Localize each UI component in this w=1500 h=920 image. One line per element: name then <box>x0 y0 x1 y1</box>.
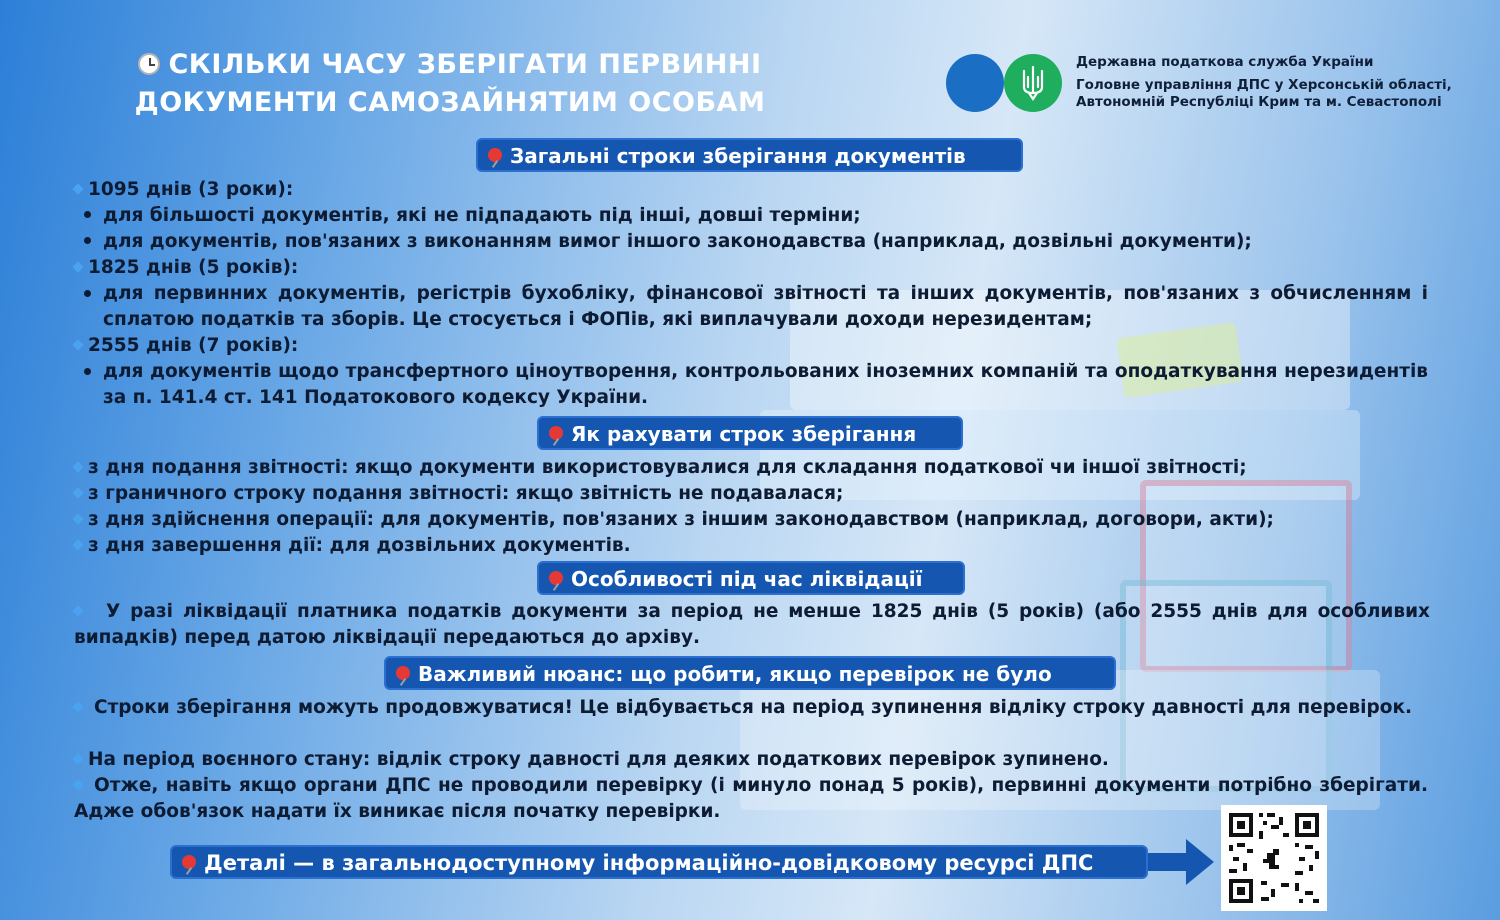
list-item-text: для первинних документів, регістрів бухобліку, фінансової звітності та інших документів, пов'язаних з обчисленням і сплатою податків та зборів. Це стосується і ФОПів, які виплачували доходи нерезидентам; <box>103 283 1428 330</box>
small-blue-diamond-icon <box>72 701 83 712</box>
pushpin-icon <box>396 666 410 680</box>
small-blue-diamond-icon <box>72 183 83 194</box>
pushpin-icon <box>549 426 563 440</box>
list-item <box>74 507 1274 533</box>
nuance-paragraph-2 <box>74 747 1109 773</box>
paragraph-text: На період воєнного стану: відлік строку давності для деяких податкових перевірок зупинено. <box>88 749 1109 770</box>
bullet-icon <box>84 290 91 297</box>
org-line-1: Державна податкова служба України <box>1076 54 1374 70</box>
pushpin-icon <box>488 148 502 162</box>
list-item-text: для документів щодо трансфертного ціноутворення, контрольованих іноземних компаній та оподаткування нерезидентів за п. 141.4 ст. 141 Податокового кодексу України. <box>103 361 1428 408</box>
section-heading-important-nuance <box>384 656 1116 690</box>
qr-code[interactable] <box>1221 805 1327 911</box>
paragraph-text: У разі ліквідації платника податків документи за період не менше 1825 днів (5 років) (або 2555 днів для особливих випадків) перед датою ліквідації передаються до архіву. <box>74 601 1430 648</box>
page-title <box>130 46 770 122</box>
list-item <box>84 281 1428 333</box>
term-2555-days <box>74 333 298 359</box>
liquidation-paragraph <box>74 599 1430 651</box>
term-title: 1825 днів (5 років): <box>88 257 299 278</box>
org-line-3: Автономній Республіці Крим та м. Севастополі <box>1076 94 1442 110</box>
list-item <box>84 359 1428 411</box>
org-line-2: Головне управління ДПС у Херсонській області, <box>1076 77 1452 93</box>
list-item <box>74 455 1247 481</box>
details-link-text: Деталі — в загальнодоступному інформаційно-довідковому ресурсі ДПС <box>204 851 1094 875</box>
list-item <box>84 229 1252 255</box>
paragraph-text: Строки зберігання можуть продовжуватися! Це відбувається на період зупинення відліку строку давності для перевірок. <box>94 697 1413 718</box>
list-item-text: з дня здійснення операції: для документів, пов'язаних з іншим законодавством (наприклад, договори, акти); <box>88 509 1274 530</box>
organization-name <box>1076 54 1486 111</box>
list-item-text: з дня завершення дії: для дозвільних документів. <box>88 535 631 556</box>
section-heading-text: Як рахувати строк зберігання <box>571 422 917 446</box>
list-item <box>74 481 843 507</box>
term-title: 2555 днів (7 років): <box>88 335 299 356</box>
term-title: 1095 днів (3 роки): <box>88 179 294 200</box>
small-blue-diamond-icon <box>72 513 83 524</box>
dps-logo-blue-circle <box>946 54 1004 112</box>
section-heading-text: Загальні строки зберігання документів <box>510 144 966 168</box>
title-line-2: ДОКУМЕНТИ САМОЗАЙНЯТИМ ОСОБАМ <box>134 87 766 118</box>
list-item-text: з дня подання звітності: якщо документи використовувалися для складання податкової чи іншої звітності; <box>88 457 1247 478</box>
list-item <box>74 533 631 559</box>
bullet-icon <box>84 368 91 375</box>
section-heading-general-terms <box>476 138 1023 172</box>
list-item <box>84 203 861 229</box>
small-blue-diamond-icon <box>72 779 83 790</box>
small-blue-diamond-icon <box>72 487 83 498</box>
list-item-text: для документів, пов'язаних з виконанням вимог іншого законодавства (наприклад, дозвільні документи); <box>103 231 1252 252</box>
bullet-icon <box>84 211 91 218</box>
term-1825-days <box>74 255 298 281</box>
small-blue-diamond-icon <box>72 461 83 472</box>
paragraph-text: Отже, навіть якщо органи ДПС не проводили перевірку (і минуло понад 5 років), первинні документи потрібно зберігати. Адже обов'язок надати їх виникає після початку перевірки. <box>74 775 1428 822</box>
small-blue-diamond-icon <box>72 539 83 550</box>
term-1095-days <box>74 177 293 203</box>
list-item-text: для більшості документів, які не підпадають під інші, довші терміни; <box>103 205 861 226</box>
bullet-icon <box>84 237 91 244</box>
small-blue-diamond-icon <box>72 605 83 616</box>
title-line-1: СКІЛЬКИ ЧАСУ ЗБЕРІГАТИ ПЕРВИННІ <box>168 49 762 80</box>
section-heading-text: Особливості під час ліквідації <box>571 567 923 591</box>
round-pushpin-icon <box>182 855 196 869</box>
section-heading-text: Важливий нюанс: що робити, якщо перевірок не було <box>418 662 1052 686</box>
trident-icon <box>1016 63 1050 103</box>
pushpin-icon <box>549 571 563 585</box>
details-link-banner[interactable] <box>170 845 1148 879</box>
section-heading-how-to-count <box>537 416 963 450</box>
section-heading-liquidation <box>537 561 965 595</box>
nuance-paragraph-1 <box>74 695 1428 721</box>
right-arrow-icon <box>1148 839 1214 885</box>
small-blue-diamond-icon <box>72 339 83 350</box>
list-item-text: з граничного строку подання звітності: якщо звітність не подавалася; <box>88 483 844 504</box>
small-blue-diamond-icon <box>72 753 83 764</box>
clock-icon <box>138 53 160 75</box>
small-blue-diamond-icon <box>72 261 83 272</box>
